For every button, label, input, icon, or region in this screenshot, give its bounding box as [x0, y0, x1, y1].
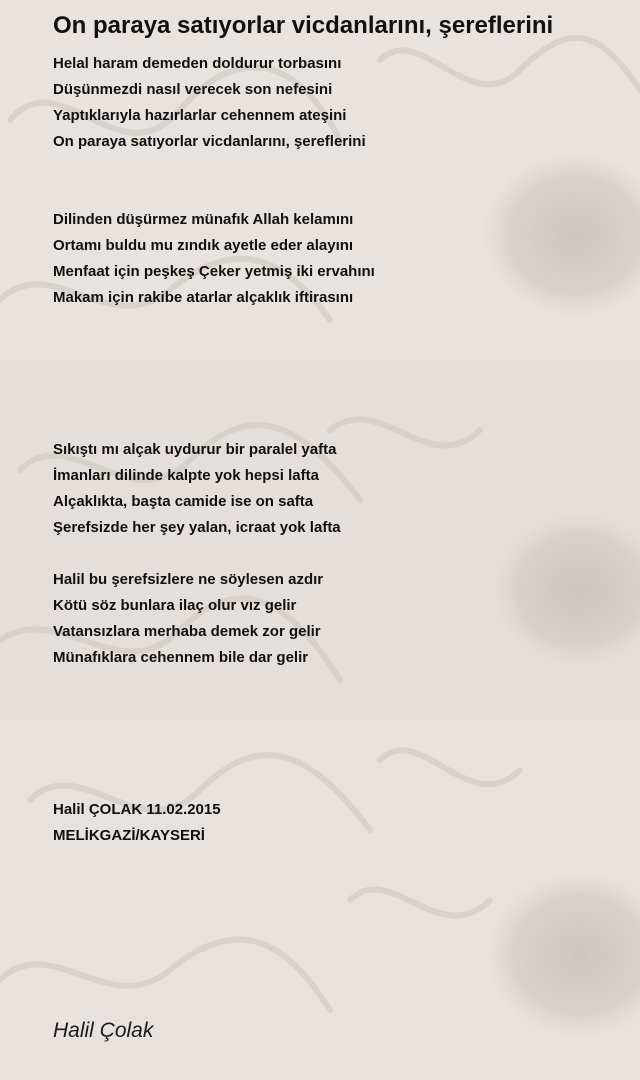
poem-line: Menfaat için peşkeş Çeker yetmiş iki ervahını: [53, 263, 375, 280]
poem-line: Şerefsizde her şey yalan, icraat yok lafta: [53, 519, 341, 536]
poem-line: Münafıklara cehennem bile dar gelir: [53, 649, 309, 666]
poem-title: On paraya satıyorlar vicdanlarını, şereflerini: [53, 12, 554, 39]
author-date: Halil ÇOLAK 11.02.2015: [53, 801, 221, 818]
poem-line: Halil bu şerefsizlere ne söylesen azdır: [53, 571, 324, 588]
stanza-1: [53, 51, 366, 155]
poem-line: Sıkıştı mı alçak uydurur bir paralel yafta: [53, 441, 337, 458]
poem-line: Vatansızlara merhaba demek zor gelir: [53, 623, 321, 640]
poem-line: Alçaklıkta, başta camide ise on safta: [53, 493, 314, 510]
poem-line: Dilinden düşürmez münafık Allah kelamını: [53, 211, 354, 228]
poem-line: Helal haram demeden doldurur torbasını: [53, 55, 342, 72]
stanza-2: [53, 207, 375, 311]
poem-line: On paraya satıyorlar vicdanlarını, şereflerini: [53, 133, 366, 150]
location: MELİKGAZİ/KAYSERİ: [53, 827, 205, 844]
poem-line: Yaptıklarıyla hazırlarlar cehennem ateşini: [53, 107, 347, 124]
poem-line: İmanları dilinde kalpte yok hepsi lafta: [53, 467, 319, 484]
stanza-3: [53, 437, 341, 541]
poem-footer: [53, 797, 221, 849]
poem-line: Ortamı buldu mu zındık ayetle eder alayını: [53, 237, 354, 254]
author-signature: Halil Çolak: [53, 1019, 154, 1042]
poem-line: Makam için rakibe atarlar alçaklık iftirasını: [53, 289, 354, 306]
poem-line: Düşünmezdi nasıl verecek son nefesini: [53, 81, 333, 98]
stanza-4: [53, 567, 323, 671]
poem-line: Kötü söz bunlara ilaç olur vız gelir: [53, 597, 297, 614]
